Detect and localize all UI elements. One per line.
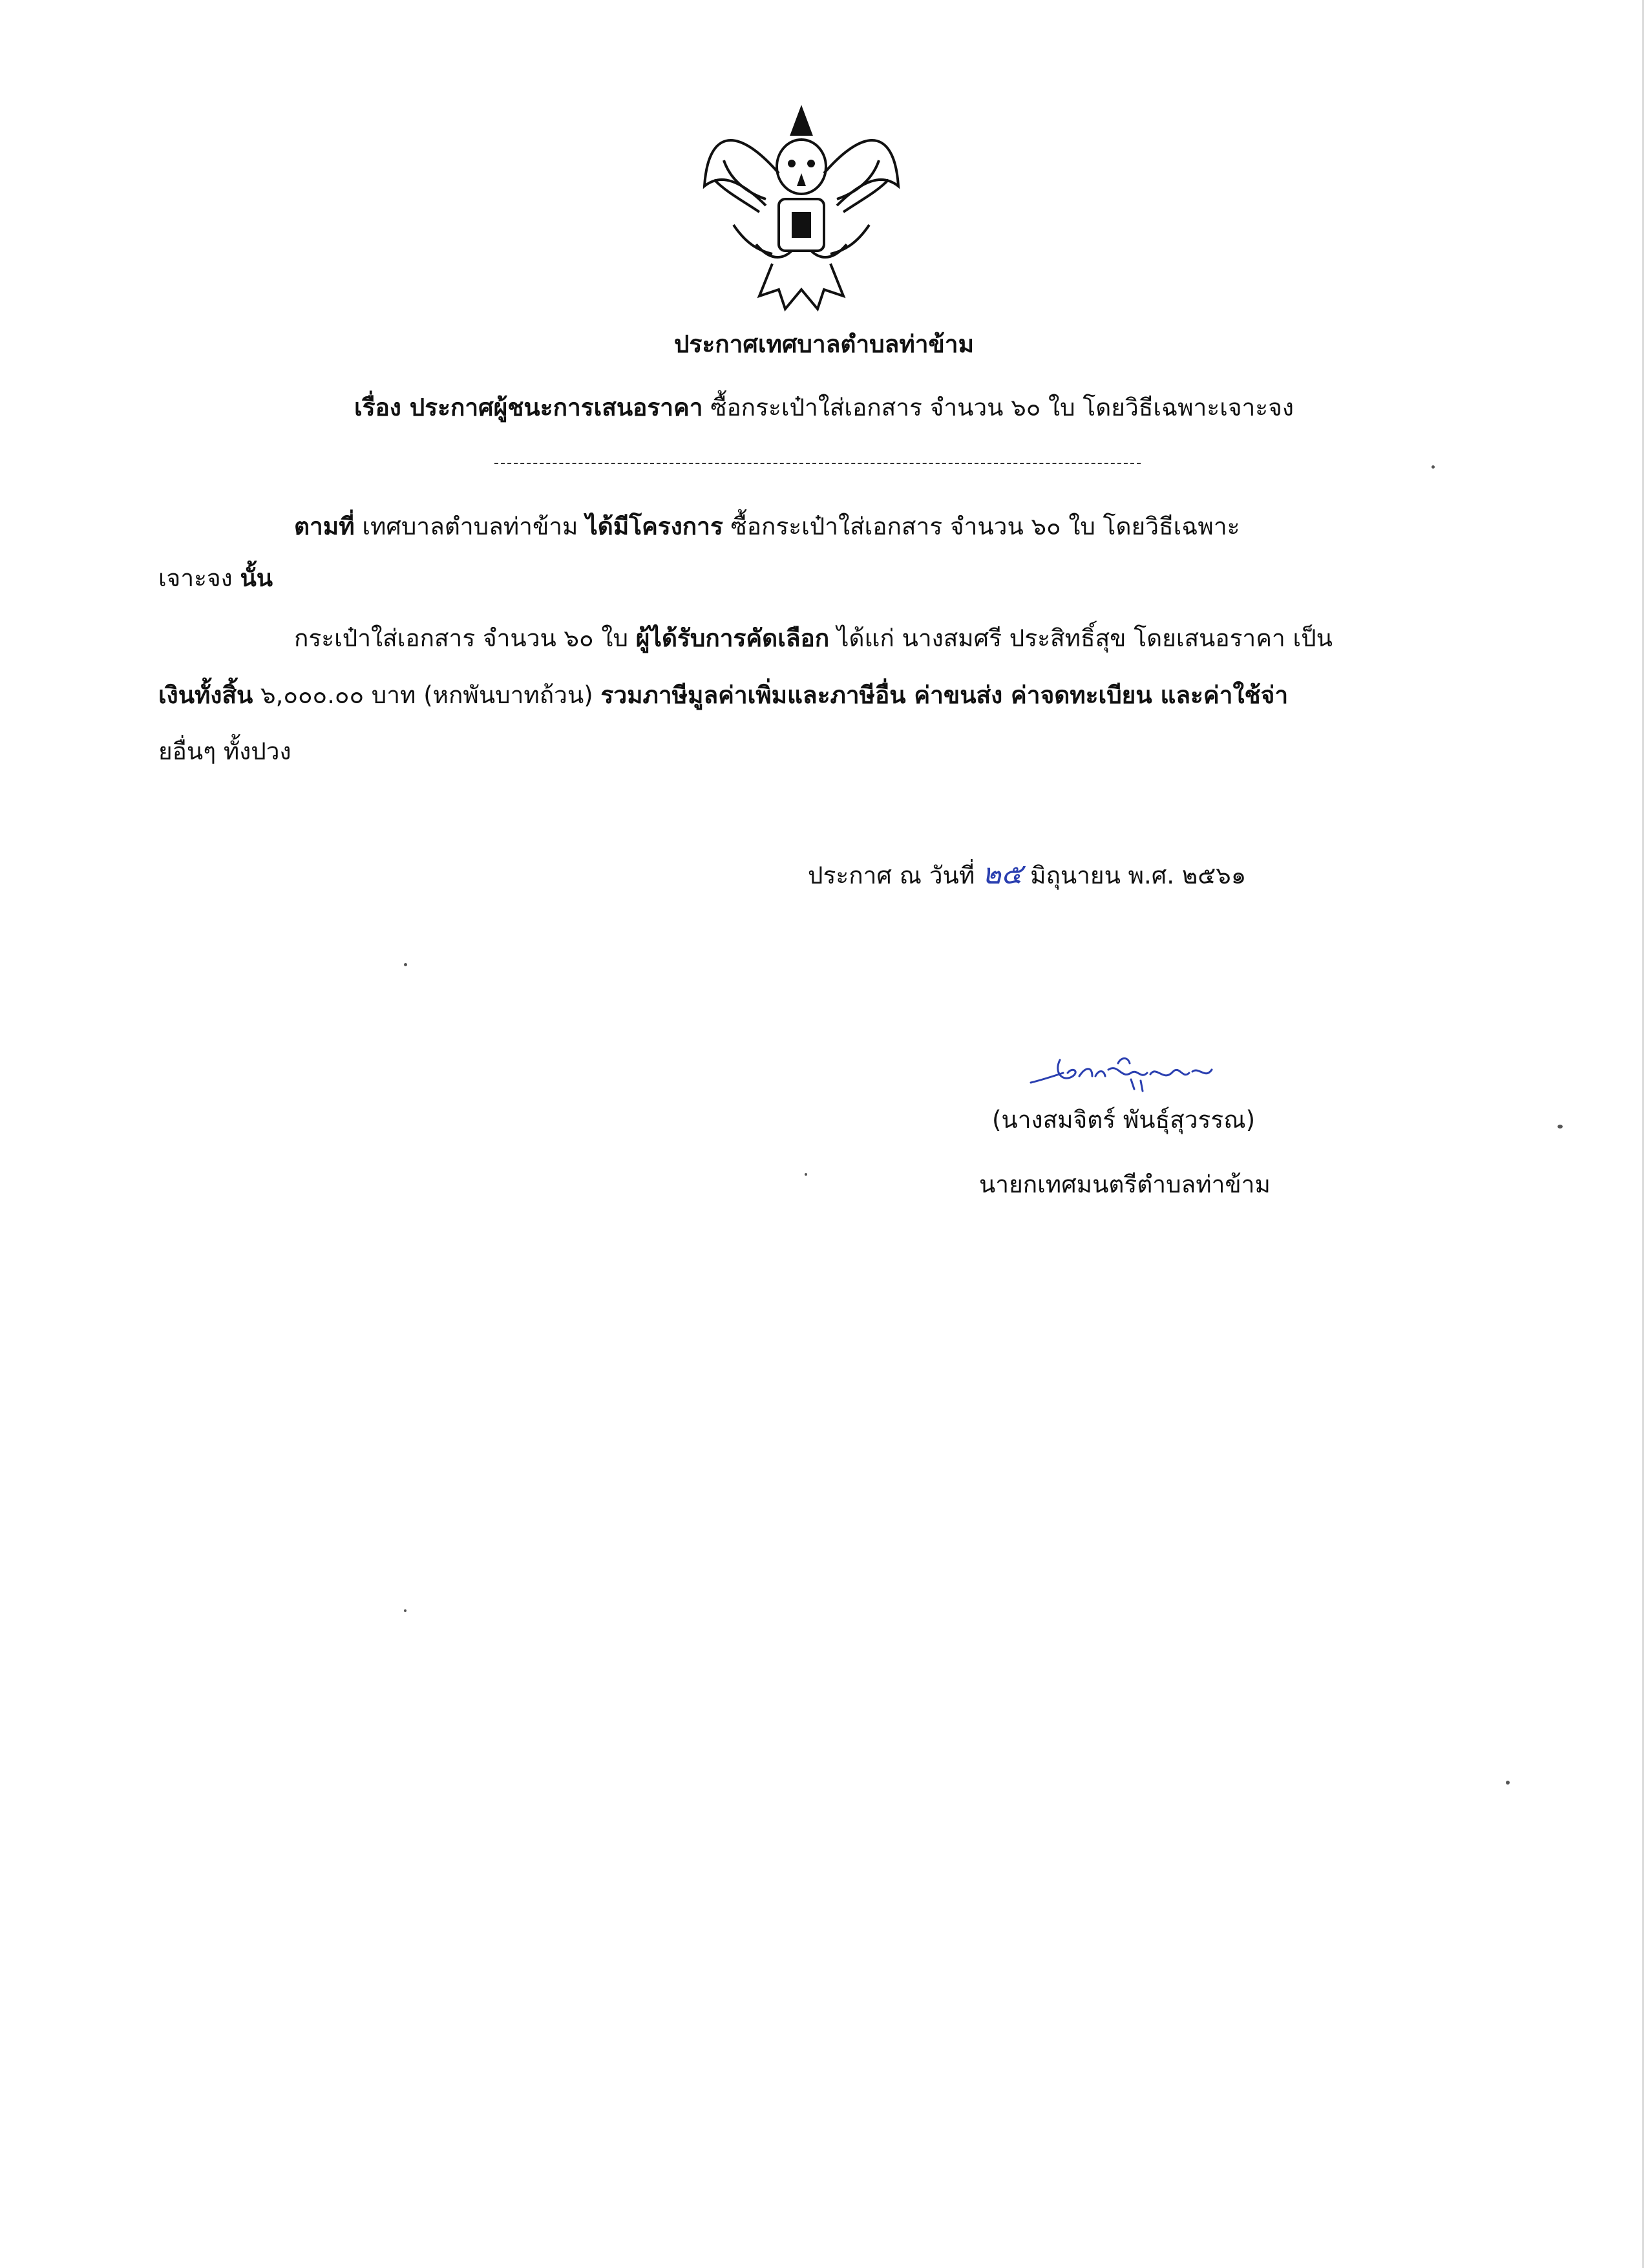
scan-speck: [404, 1609, 407, 1612]
signature-image: [1028, 1047, 1234, 1099]
scan-speck: [404, 963, 407, 966]
date-line: [808, 860, 1246, 891]
p2-selected-label: ผู้ได้รับการคัดเลือก: [635, 624, 830, 652]
date-day-handwritten: ๒๕: [982, 858, 1023, 891]
scan-speck: [1506, 1781, 1510, 1785]
p2-tax: รวมภาษีมูลค่าเพิ่มและภาษีอื่น ค่าขนส่ง ค่าจดทะเบียน และค่าใช้จ่า: [600, 681, 1289, 709]
subject-label: เรื่อง ประกาศผู้ชนะการเสนอราคา: [354, 394, 703, 421]
p2-winner: ได้แก่ นางสมศรี ประสิทธิ์สุข: [836, 624, 1126, 652]
scan-speck: [1558, 1125, 1563, 1129]
signer-position: นายกเทศมนตรีตำบลท่าข้าม: [979, 1171, 1271, 1198]
p1-org: เทศบาลตำบลท่าข้าม: [362, 513, 578, 540]
p1-project-label: ได้มีโครงการ: [586, 513, 723, 540]
p2-total-label: เงินทั้งสิ้น: [158, 681, 253, 709]
paragraph-2-line-3: [158, 737, 291, 767]
divider: [494, 463, 1141, 464]
paragraph-2-line-2: [158, 681, 1288, 710]
paragraph-1-line-2: [158, 564, 273, 593]
signer-name: (นางสมจิตร์ พันธุ์สุวรรณ): [992, 1106, 1256, 1134]
p1-cont: เจาะจง: [158, 564, 233, 592]
p2-offer: โดยเสนอราคา เป็น: [1134, 624, 1333, 652]
document-title: ประกาศเทศบาลตำบลท่าข้าม: [674, 330, 974, 358]
p2-last: ยอื่นๆ ทั้งปวง: [158, 737, 291, 765]
subject-line: [0, 393, 1648, 423]
scan-speck: [1431, 465, 1435, 469]
p1-label: ตามที่: [294, 513, 355, 540]
p1-end: นั้น: [240, 564, 273, 592]
p2-amount: ๖,๐๐๐.๐๐ บาท (หกพันบาทถ้วน): [260, 681, 593, 709]
paragraph-2-line-1: [294, 624, 1333, 653]
p2-item: กระเป๋าใส่เอกสาร จำนวน ๖๐ ใบ: [294, 624, 628, 652]
scan-speck: [805, 1173, 807, 1176]
garuda-emblem-icon: [695, 96, 908, 328]
subject-text: ซื้อกระเป๋าใส่เอกสาร จำนวน ๖๐ ใบ โดยวิธีเฉพาะเจาะจง: [710, 394, 1294, 421]
date-month-year: มิถุนายน พ.ศ. ๒๕๖๑: [1030, 862, 1247, 889]
paragraph-1-line-1: [294, 512, 1240, 542]
date-prefix: ประกาศ ณ วันที่: [808, 862, 975, 889]
p1-project: ซื้อกระเป๋าใส่เอกสาร จำนวน ๖๐ ใบ โดยวิธีเฉพาะ: [730, 513, 1240, 540]
